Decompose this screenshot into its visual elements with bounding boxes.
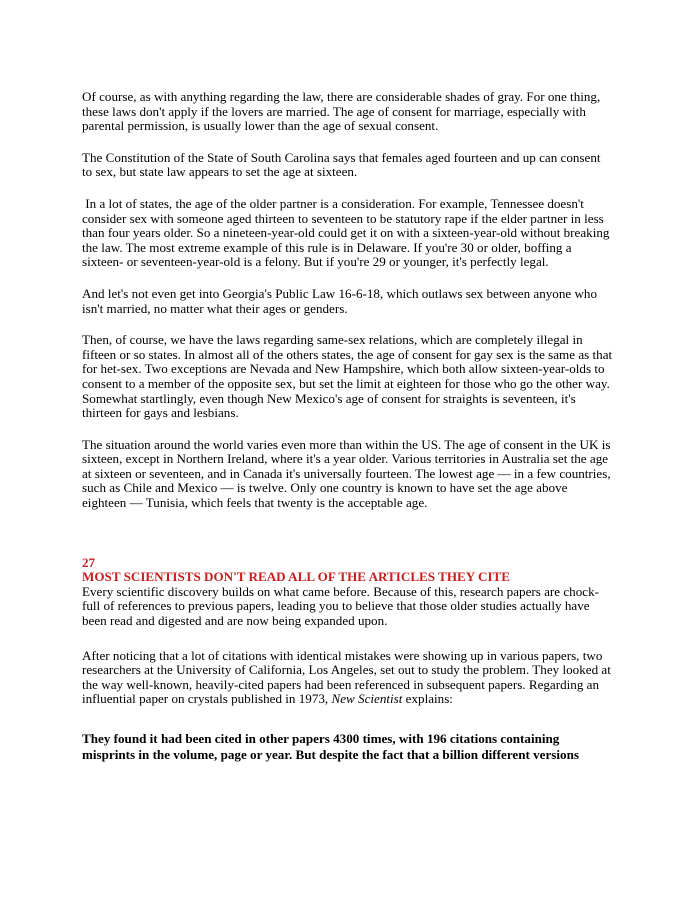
paragraph-same-sex-laws: Then, of course, we have the laws regarding same-sex relations, which are completely illegal in fifteen or so states. In almost all of the others states, the age of consent for gay sex is the same as that for het-sex. Two exceptions are Nevada and New Hampshire, which both allow sixteen-year-olds to consent to a member of the opposite sex, but set the limit at eighteen for those who go the other way. Somewhat startlingly, even though New Mexico's age of consent for straights is seventeen, it's thirteen for gays and lesbians. [82, 332, 616, 421]
paragraph-citation-study [82, 649, 613, 707]
paragraph-south-carolina: The Constitution of the State of South Carolina says that females aged fourteen and up can consent to sex, but state law appears to set the age at sixteen. [82, 149, 604, 180]
section-intro-paragraph: Every scientific discovery builds on what came before. Because of this, research papers are chock-full of references to previous papers, leading you to believe that those older studies actually have been read and digested and are now being expanded upon. [82, 583, 599, 629]
section-heading: MOST SCIENTISTS DON'T READ ALL OF THE ARTICLES THEY CITE [82, 569, 511, 585]
section-number: 27 [82, 554, 96, 570]
section-27 [82, 556, 613, 629]
study-text-pre: After noticing that a lot of citations with identical mistakes were showing up in various papers, two researchers at the University of California, Los Angeles, set out to study the problem. They looked at the way well-known, heavily-cited papers had been referenced in subsequent papers. Regarding an influential paper on crystals published in 1973, [82, 647, 615, 707]
paragraph-world-situation: The situation around the world varies even more than within the US. The age of consent in the UK is sixteen, except in Northern Ireland, where it's a year older. Various territories in Australia set the age at sixteen or seventeen, and in Canada it's universally fourteen. The lowest age — in a few countries, such as Chile and Mexico — is twelve. Only one country is known to have set the age above eighteen — Tunisia, which feels that twenty is the acceptable age. [82, 436, 614, 511]
paragraph-bold-quote: They found it had been cited in other papers 4300 times, with 196 citations containing misprints in the volume, page or year. But despite the fact that a billion different versions [82, 731, 579, 762]
paragraph-georgia-public-law: And let's not even get into Georgia's Public Law 16-6-18, which outlaws sex between anyone who isn't married, no matter what their ages or genders. [82, 285, 601, 316]
paragraph-shades-of-gray: Of course, as with anything regarding the law, there are considerable shades of gray. For one thing, these laws don't apply if the lovers are married. The age of consent for marriage, especially with parental permission, is usually lower than the age of sexual consent. [82, 89, 604, 134]
paragraph-older-partner-rule: In a lot of states, the age of the older partner is a consideration. For example, Tennessee doesn't consider sex with someone aged thirteen to seventeen to be statutory rape if the elder partner in less than four years older. So a nineteen-year-old could get it on with a sixteen-year-old without breaking the law. The most extreme example of this rule is in Delaware. If you're 30 or older, boffing a sixteen- or seventeen-year-old is a felony. But if you're 29 or younger, it's perfectly legal. [82, 195, 613, 270]
study-journal-name: New Scientist [331, 691, 403, 707]
study-text-post: explains: [402, 691, 453, 707]
